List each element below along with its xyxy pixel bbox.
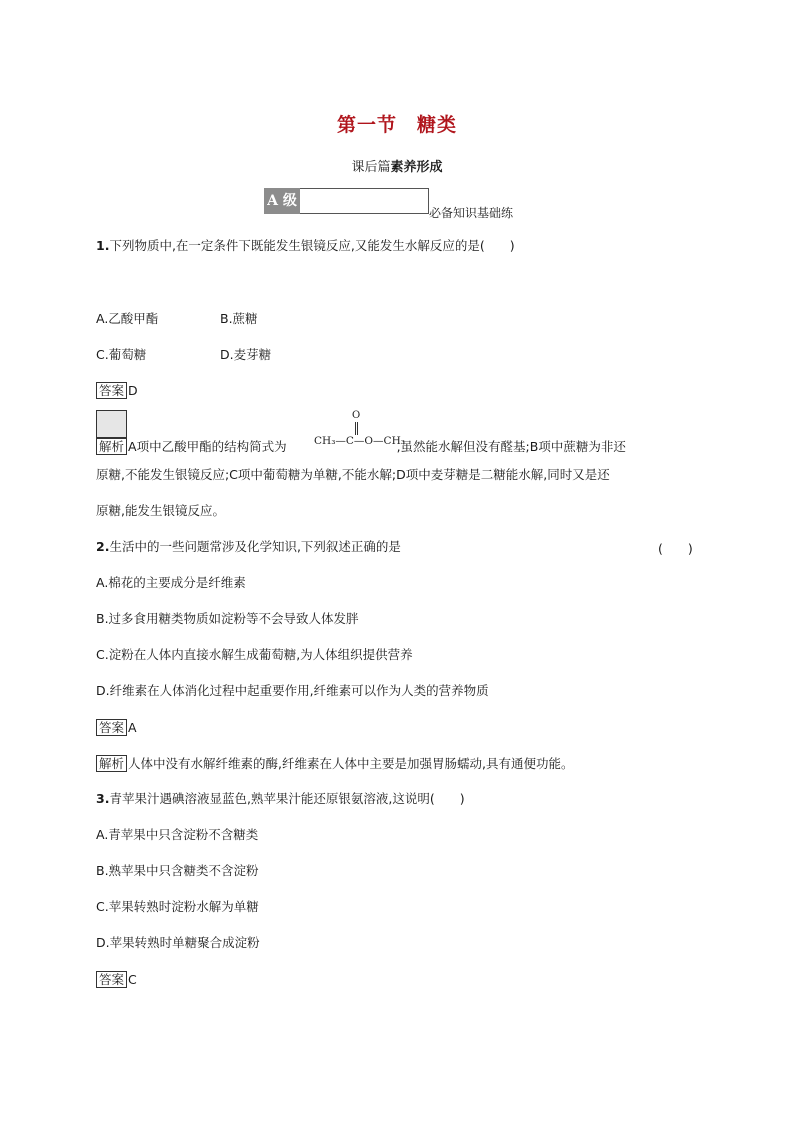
question-text: 青苹果汁遇碘溶液显蓝色,熟苹果汁能还原银氨溶液,这说明( ) [109,791,465,806]
option-d: D.麦芽糖 [220,347,272,362]
analysis-text: ,虽然能水解但没有醛基;B项中蔗糖为非还 [396,439,626,454]
option-d: D.苹果转熟时单糖聚合成淀粉 [96,935,260,950]
answer-value: C [128,972,137,987]
question-2-answer-paren: ( ) [658,541,693,556]
level-header [264,188,564,220]
option-b: B.蔗糖 [220,311,258,326]
analysis-tag: 解析 [96,438,127,455]
question-2-analysis [96,755,573,772]
question-1-analysis-line-1 [96,438,626,455]
question-1-analysis-line-3: 原糖,能发生银镜反应。 [96,503,225,518]
option-a: A.棉花的主要成分是纤维素 [96,575,246,590]
subtitle-part2: 素养形成 [390,160,443,175]
answer-value: D [128,383,138,398]
analysis-text: A项中乙酸甲酯的结构简式为 [128,439,287,454]
question-1-analysis-line-2: 原糖,不能发生银镜反应;C项中葡萄糖为单糖,不能水解;D项中麦芽糖是二糖能水解,同时又是还 [96,467,610,482]
double-bond-line [357,422,359,435]
level-badge: A 级 [264,188,300,214]
option-c: C.葡萄糖 [96,347,147,362]
subtitle-part1: 课后篇 [351,160,391,175]
level-label: 必备知识基础练 [429,206,514,220]
analysis-marker-box [96,410,127,438]
question-2-stem [96,539,401,555]
option-c: C.淀粉在人体内直接水解生成葡萄糖,为人体组织提供营养 [96,647,413,662]
option-d: D.纤维素在人体消化过程中起重要作用,纤维素可以作为人类的营养物质 [96,683,489,698]
question-1-stem [96,238,515,254]
question-3-stem [96,791,465,807]
question-text: 下列物质中,在一定条件下既能发生银镜反应,又能发生水解反应的是( ) [109,238,515,253]
option-a: A.乙酸甲酯 [96,311,159,326]
analysis-tag: 解析 [96,755,127,772]
formula-chain: CH₃—C—O—CH₃ [314,435,405,447]
option-b: B.过多食用糖类物质如淀粉等不会导致人体发胖 [96,611,359,626]
answer-tag: 答案 [96,971,127,988]
question-number: 3. [96,791,110,806]
page-title: 第一节 糖类 [336,114,457,136]
question-number: 2. [96,539,110,554]
analysis-text: 人体中没有水解纤维素的酶,纤维素在人体中主要是加强胃肠蠕动,具有通便功能。 [128,756,574,771]
question-1-options-row-2 [96,347,271,363]
question-number: 1. [96,238,110,253]
answer-tag: 答案 [96,382,127,399]
answer-tag: 答案 [96,719,127,736]
question-text: 生活中的一些问题常涉及化学知识,下列叙述正确的是 [109,539,401,554]
question-2-answer [96,719,137,736]
question-3-answer [96,971,137,988]
question-1-options-row-1 [96,311,258,327]
question-1-answer [96,382,138,399]
option-a: A.青苹果中只含淀粉不含糖类 [96,827,259,842]
section-subtitle [0,156,794,175]
option-c: C.苹果转熟时淀粉水解为单糖 [96,899,259,914]
answer-value: A [128,720,137,735]
formula-oxygen: O [352,410,361,421]
option-b: B.熟苹果中只含糖类不含淀粉 [96,863,259,878]
level-box [300,188,429,214]
